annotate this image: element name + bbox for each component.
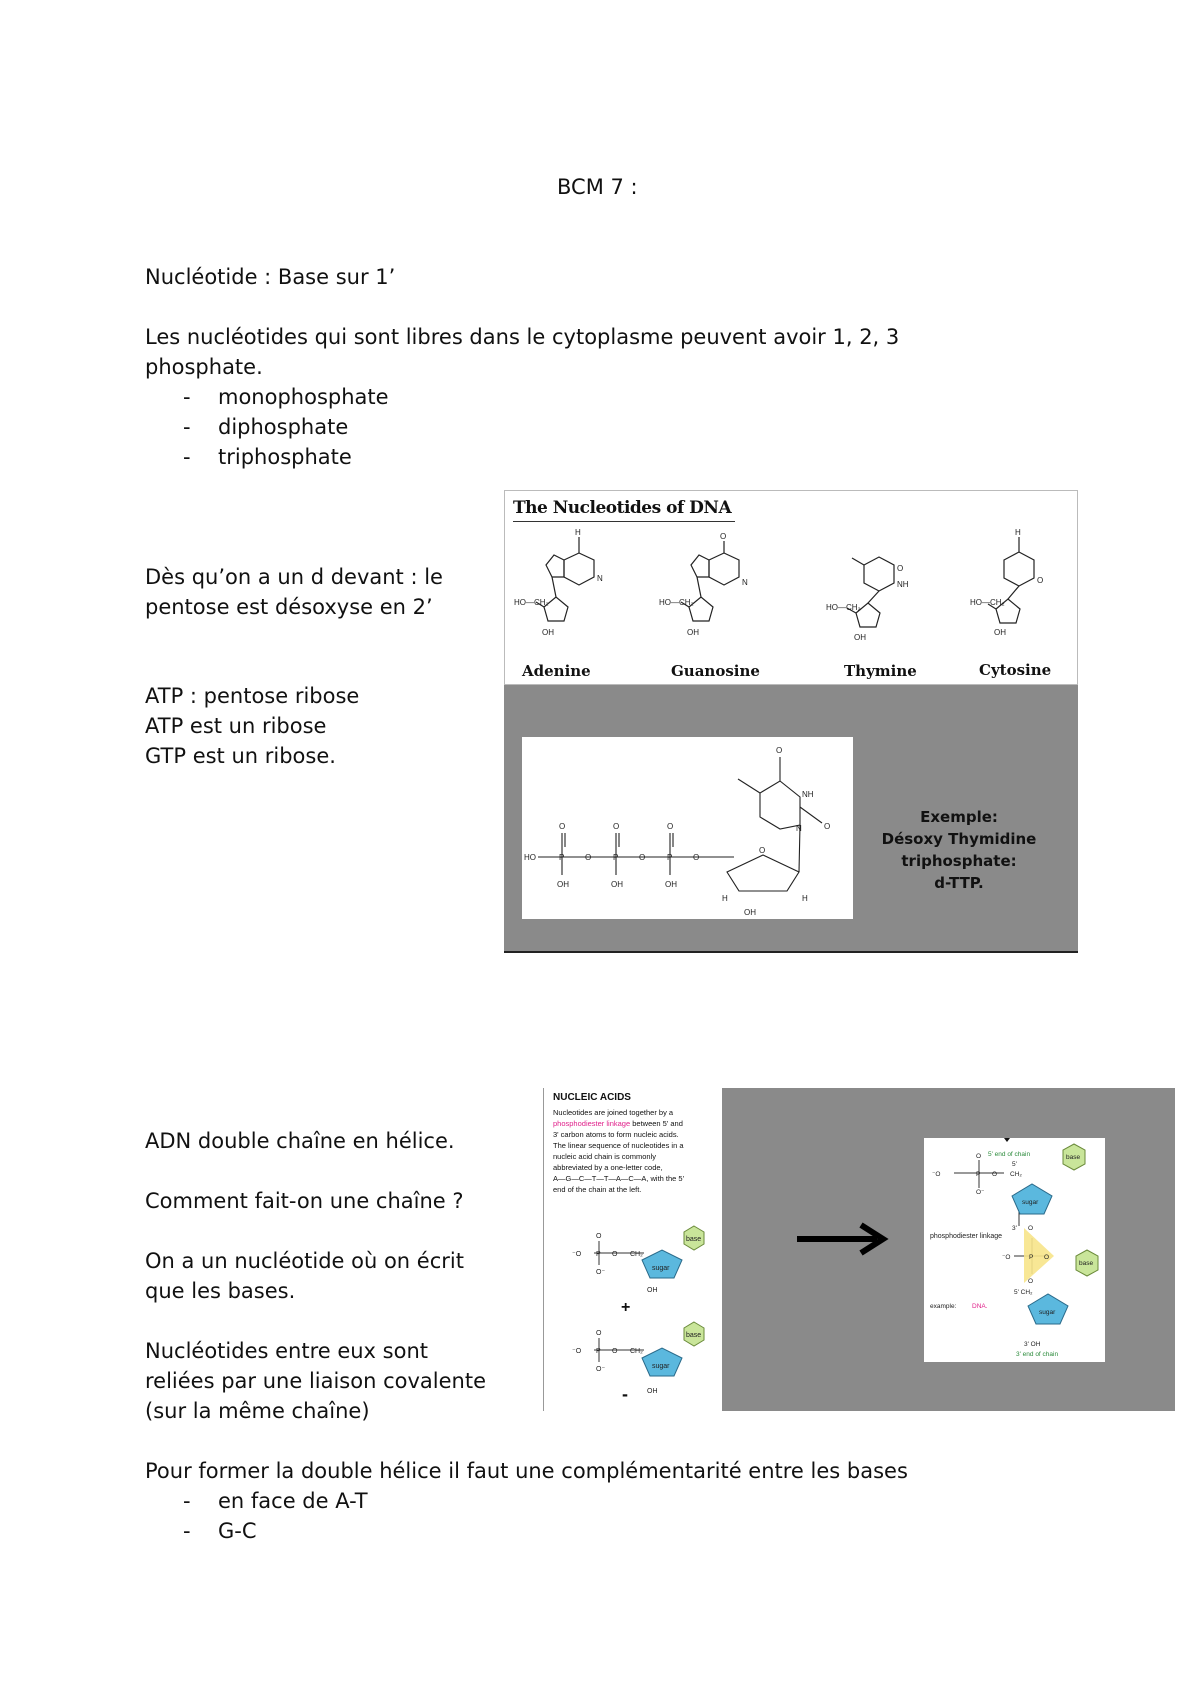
- minus-sign: -: [622, 1384, 628, 1404]
- paragraph-chain-question: Comment fait-on une chaîne ?: [145, 1189, 464, 1213]
- atom-label: H: [722, 894, 728, 903]
- label-thymine: Thymine: [844, 662, 917, 680]
- list-dash: -: [183, 445, 191, 469]
- list-item: G-C: [218, 1519, 257, 1543]
- three-end-label: 3' end of chain: [1016, 1351, 1059, 1358]
- list-dash: -: [183, 385, 191, 409]
- atom-label: N: [597, 574, 603, 583]
- atom-label: CH₂: [630, 1251, 643, 1258]
- atom-label: P: [1029, 1254, 1034, 1261]
- atom-label: ⁻O: [572, 1348, 582, 1355]
- nucleic-acids-title: NUCLEIC ACIDS: [553, 1092, 631, 1103]
- chevron-down-icon: [1004, 1138, 1010, 1142]
- atom-label: O: [720, 532, 727, 541]
- atom-label: O: [559, 822, 566, 831]
- nucleic-acids-text-line: nucleic acid chain is commonly: [553, 1152, 656, 1161]
- base-label: base: [686, 1332, 702, 1339]
- nucleic-acids-paragraph: [553, 1107, 721, 1195]
- nucleic-acids-text-line: A—G—C—T—T—A—C—A, with the 5': [553, 1174, 685, 1183]
- nucleic-acids-text-line: end of the chain at the left.: [553, 1185, 642, 1194]
- atom-label: HO: [524, 853, 536, 862]
- paragraph-deoxy-line1: Dès qu’on a un d devant : le: [145, 565, 443, 589]
- atom-label: OH: [557, 880, 569, 889]
- atom-label: O⁻: [596, 1269, 606, 1276]
- paragraph-free-nucleotides-line1: Les nucléotides qui sont libres dans le cytoplasme peuvent avoir 1, 2, 3: [145, 325, 900, 349]
- nucleic-acids-text-fragment: between 5' and: [632, 1119, 683, 1128]
- label-adenine: Adenine: [522, 662, 591, 680]
- atom-label: OH: [744, 908, 756, 917]
- atom-label: O⁻: [596, 1366, 606, 1373]
- paragraph-double-helix: Pour former la double hélice il faut une complémentarité entre les bases: [145, 1459, 908, 1483]
- atom-label: P: [596, 1251, 601, 1258]
- atom-label: ⁻O: [932, 1171, 941, 1178]
- list-dash: -: [183, 1489, 191, 1513]
- dttp-structure: [522, 737, 853, 919]
- paragraph-deoxy-line2: pentose est désoxyse en 2’: [145, 595, 433, 619]
- list-item: en face de A-T: [218, 1489, 368, 1513]
- example-caption-line: d-TTP.: [934, 874, 984, 892]
- figure-nucleic-acids: [543, 1088, 1175, 1411]
- atom-label: OH: [687, 628, 699, 637]
- atom-label: OH: [647, 1287, 658, 1294]
- paragraph-adn: ADN double chaîne en hélice.: [145, 1129, 455, 1153]
- atom-label: OH: [854, 633, 866, 642]
- linkage-label: phosphodiester linkage: [930, 1233, 1002, 1240]
- atom-label: HO—CH₂: [826, 603, 861, 612]
- plus-sign: +: [621, 1299, 631, 1316]
- example-caption-line: triphosphate:: [901, 852, 1017, 870]
- atom-label: O: [759, 846, 766, 855]
- page-title: BCM 7 :: [557, 175, 638, 199]
- base-label: base: [1066, 1154, 1081, 1161]
- dna-label: DNA.: [972, 1303, 988, 1310]
- paragraph-covalent-line3: (sur la même chaîne): [145, 1399, 370, 1423]
- nucleic-acids-text-line: abbreviated by a one-letter code,: [553, 1163, 663, 1172]
- nucleotide-pair-diagram: [544, 1208, 723, 1411]
- figure1-title: The Nucleotides of DNA: [513, 498, 732, 518]
- atom-label: OH: [611, 880, 623, 889]
- atom-label: O: [585, 853, 592, 862]
- atom-label: O: [976, 1153, 982, 1160]
- example-caption-line: Exemple:: [920, 808, 998, 826]
- figure-nucleotides-of-dna: [504, 490, 1078, 953]
- atom-label: OH: [542, 628, 554, 637]
- list-item: monophosphate: [218, 385, 389, 409]
- atom-label: NH: [802, 790, 814, 799]
- atom-label: O: [776, 746, 783, 755]
- atom-label: 5': [1012, 1161, 1017, 1168]
- atom-label: P: [559, 853, 565, 862]
- phosphodiester-highlight: phosphodiester linkage: [553, 1119, 631, 1128]
- atom-label: 3' OH: [1024, 1341, 1041, 1348]
- atom-label: H: [1015, 528, 1021, 537]
- atom-label: HO—CH₂: [970, 598, 1005, 607]
- paragraph-atp-line1: ATP : pentose ribose: [145, 684, 360, 708]
- atom-label: H: [575, 528, 581, 537]
- atom-label: N: [796, 824, 802, 833]
- sugar-label: sugar: [1022, 1199, 1039, 1206]
- atom-label: O: [639, 853, 646, 862]
- figure1-molecules: [504, 525, 1078, 655]
- paragraph-nucleotide-bases-line2: que les bases.: [145, 1279, 296, 1303]
- dinucleotide-diagram: [924, 1138, 1105, 1362]
- atom-label: O: [1037, 576, 1044, 585]
- atom-label: CH₂: [1010, 1171, 1022, 1178]
- list-item: triphosphate: [218, 445, 352, 469]
- nucleic-acids-text-panel: [543, 1088, 722, 1411]
- nucleic-acids-text-line: The linear sequence of nucleotides in a: [553, 1141, 684, 1150]
- dinucleotide-panel: [924, 1138, 1105, 1362]
- atom-label: O: [596, 1233, 602, 1240]
- paragraph-free-nucleotides-line2: phosphate.: [145, 355, 263, 379]
- sugar-label: sugar: [1039, 1309, 1056, 1316]
- nucleic-acids-text-line: 3' carbon atoms to form nucleic acids.: [553, 1130, 679, 1139]
- sugar-pentagon: [642, 1250, 682, 1278]
- paragraph-nucleotide: Nucléotide : Base sur 1’: [145, 265, 396, 289]
- sugar-label: sugar: [652, 1363, 670, 1370]
- label-guanosine: Guanosine: [671, 662, 760, 680]
- atom-label: O: [1028, 1278, 1034, 1285]
- paragraph-atp-line2: ATP est un ribose: [145, 714, 327, 738]
- atom-label: P: [976, 1171, 981, 1178]
- atom-label: N: [742, 578, 748, 587]
- sugar-label: sugar: [652, 1265, 670, 1272]
- atom-label: P: [596, 1348, 601, 1355]
- base-label: base: [1079, 1260, 1094, 1267]
- atom-label: P: [667, 853, 673, 862]
- atom-label: HO—CH₂: [659, 598, 694, 607]
- sugar-pentagon: [642, 1348, 682, 1376]
- label-cytosine: Cytosine: [979, 661, 1052, 679]
- atom-label: ⁻O: [1002, 1254, 1011, 1261]
- atom-label: O: [992, 1171, 998, 1178]
- paragraph-covalent-line2: reliées par une liaison covalente: [145, 1369, 486, 1393]
- atom-label: CH₂: [630, 1348, 643, 1355]
- atom-label: O: [897, 564, 904, 573]
- atom-label: HO—CH₂: [514, 598, 549, 607]
- list-dash: -: [183, 415, 191, 439]
- atom-label: O: [612, 1251, 618, 1258]
- atom-label: O⁻: [976, 1189, 985, 1196]
- example-label: example:: [930, 1303, 957, 1310]
- figure1-title-underline: [513, 521, 735, 522]
- nucleic-acids-text-line: [553, 1118, 721, 1129]
- atom-label: O: [596, 1330, 602, 1337]
- list-dash: -: [183, 1519, 191, 1543]
- list-item: diphosphate: [218, 415, 349, 439]
- atom-label: H: [802, 894, 808, 903]
- atom-label: O: [667, 822, 674, 831]
- atom-label: ⁻O: [572, 1251, 582, 1258]
- atom-label: O: [612, 1348, 618, 1355]
- atom-label: 5' CH₂: [1014, 1289, 1033, 1296]
- atom-label: OH: [994, 628, 1006, 637]
- paragraph-atp-line3: GTP est un ribose.: [145, 744, 336, 768]
- arrow-right-icon: [793, 1221, 893, 1257]
- atom-label: P: [613, 853, 619, 862]
- five-end-label: 5' end of chain: [988, 1151, 1031, 1158]
- example-caption: [874, 806, 1044, 894]
- atom-label: NH: [897, 580, 909, 589]
- dttp-structure-panel: [522, 737, 853, 919]
- paragraph-nucleotide-bases-line1: On a un nucléotide où on écrit: [145, 1249, 464, 1273]
- paragraph-covalent-line1: Nucléotides entre eux sont: [145, 1339, 428, 1363]
- atom-label: OH: [647, 1388, 658, 1395]
- atom-label: OH: [665, 880, 677, 889]
- atom-label: 3': [1012, 1225, 1017, 1232]
- atom-label: O: [613, 822, 620, 831]
- nucleic-acids-text-line: Nucleotides are joined together by a: [553, 1108, 674, 1117]
- example-caption-line: Désoxy Thymidine: [881, 830, 1037, 848]
- atom-label: O: [824, 822, 831, 831]
- atom-label: O: [1028, 1225, 1034, 1232]
- atom-label: O: [693, 853, 700, 862]
- atom-label: O: [1044, 1254, 1050, 1261]
- base-label: base: [686, 1236, 702, 1243]
